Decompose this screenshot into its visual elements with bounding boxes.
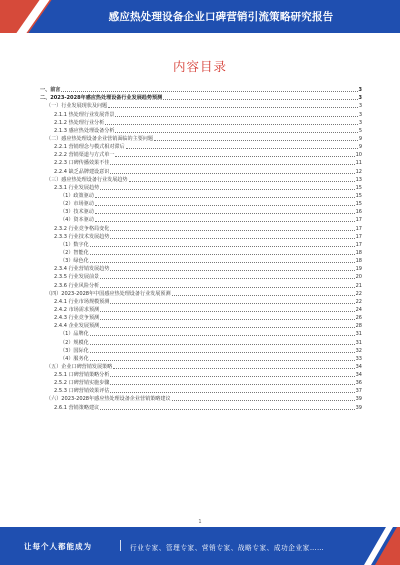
toc-entry-page: 17 (355, 225, 362, 232)
toc-entry[interactable] (40, 167, 362, 175)
toc-entry[interactable] (40, 249, 362, 257)
toc-entry-page: 17 (355, 233, 362, 240)
toc-entry-title: 2.4.4 企业发展预测 (54, 323, 100, 330)
table-of-contents (40, 86, 362, 412)
toc-dot-leader (115, 116, 357, 117)
toc-entry-page: 31 (355, 331, 362, 338)
toc-entry[interactable] (40, 102, 362, 110)
toc-dot-leader (126, 148, 358, 149)
toc-entry[interactable] (40, 387, 362, 395)
toc-entry[interactable] (40, 241, 362, 249)
toc-entry[interactable] (40, 273, 362, 281)
toc-dot-leader (95, 205, 355, 206)
toc-dot-leader (110, 164, 354, 165)
toc-entry-page: 17 (355, 241, 362, 248)
toc-entry-title: 2.1.2 热处理行业分析 (54, 119, 105, 126)
toc-entry-title: （五）企业口碑营销发展策略 (46, 363, 113, 370)
toc-entry-title: 2.4.2 市场需求预测 (54, 306, 100, 313)
toc-entry-page: 3 (358, 87, 362, 94)
toc-entry-page: 3 (358, 119, 362, 126)
toc-entry[interactable] (40, 322, 362, 330)
toc-entry-title: 2.4.3 行业竞争预测 (54, 315, 100, 322)
toc-entry-title: （六）2023-2028年感应热处理设备企业营销策略建议 (46, 396, 171, 403)
toc-entry-page: 3 (358, 111, 362, 118)
toc-entry[interactable] (40, 347, 362, 355)
toc-entry[interactable] (40, 363, 362, 371)
toc-entry-page: 12 (355, 168, 362, 175)
toc-dot-leader (95, 213, 355, 214)
toc-entry[interactable] (40, 127, 362, 135)
toc-entry-page: 3 (358, 103, 362, 110)
toc-entry-title: （二）感应热处理设备企业营销面临的主要问题 (46, 135, 153, 142)
toc-entry-page: 34 (355, 372, 362, 379)
toc-entry-page: 39 (355, 396, 362, 403)
toc-dot-leader (90, 335, 355, 336)
toc-entry-page: 15 (355, 201, 362, 208)
toc-entry-title: 二、2023-2028年感应热处理设备行业发展趋势预测 (40, 95, 163, 102)
toc-dot-leader (129, 181, 355, 182)
toc-entry-page: 26 (355, 315, 362, 322)
toc-entry-page: 31 (355, 339, 362, 346)
toc-entry-title: 一、前言 (40, 87, 61, 94)
toc-entry-page: 18 (355, 249, 362, 256)
toc-dot-leader (172, 400, 355, 401)
toc-entry-page: 15 (355, 192, 362, 199)
toc-entry[interactable] (40, 224, 362, 232)
toc-entry[interactable] (40, 257, 362, 265)
toc-dot-leader (61, 91, 357, 92)
toc-entry[interactable] (40, 119, 362, 127)
toc-dot-leader (100, 319, 354, 320)
toc-entry-page: 39 (355, 404, 362, 411)
toc-dot-leader (95, 221, 355, 222)
toc-dot-leader (110, 270, 354, 271)
toc-entry[interactable] (40, 233, 362, 241)
toc-entry-title: （2）智能化 (60, 249, 89, 256)
toc-entry-page: 15 (355, 184, 362, 191)
toc-dot-leader (105, 124, 358, 125)
toc-entry[interactable] (40, 184, 362, 192)
toc-entry-page: 33 (355, 355, 362, 362)
toc-entry[interactable] (40, 135, 362, 143)
toc-dot-leader (110, 376, 354, 377)
toc-dot-leader (100, 278, 354, 279)
footer-brand-text: 让每个人都能成为 (24, 542, 92, 551)
toc-entry-title: （3）国际化 (60, 347, 89, 354)
toc-entry[interactable] (40, 208, 362, 216)
toc-entry-page: 9 (358, 144, 362, 151)
footer-divider (120, 540, 121, 551)
toc-entry[interactable] (40, 176, 362, 184)
toc-entry-title: （三）感应热处理设备行业发展趋势 (46, 176, 128, 183)
toc-entry[interactable] (40, 338, 362, 346)
toc-entry-title: 2.2.4 缺乏品牌建设意识 (54, 168, 110, 175)
toc-entry-title: （四）2023-2028年中国感应热处理设备行业发展预测 (46, 290, 171, 297)
toc-entry-title: 2.3.1 行业发展趋势 (54, 184, 100, 191)
page-number: 1 (198, 519, 202, 525)
toc-dot-leader (90, 246, 355, 247)
toc-entry-title: （4）服务化 (60, 355, 89, 362)
toc-entry[interactable] (40, 143, 362, 151)
toc-entry-title: 2.1.1 热处理行业发展背景 (54, 111, 115, 118)
toc-entry[interactable] (40, 290, 362, 298)
toc-dot-leader (100, 189, 354, 190)
toc-entry-page: 16 (355, 209, 362, 216)
toc-entry-title: （4）资本驱动 (60, 217, 94, 224)
toc-entry-page: 21 (355, 282, 362, 289)
toc-dot-leader (113, 368, 354, 369)
toc-entry-title: 2.2.1 营销理念与模式相对滞后 (54, 144, 125, 151)
toc-entry-page: 20 (355, 274, 362, 281)
report-header-banner (0, 0, 400, 33)
toc-dot-leader (172, 295, 355, 296)
toc-entry-page: 10 (355, 152, 362, 159)
toc-entry-title: （3）绿色化 (60, 258, 89, 265)
toc-entry[interactable] (40, 371, 362, 379)
toc-dot-leader (110, 384, 354, 385)
toc-entry[interactable] (40, 395, 362, 403)
toc-entry-page: 22 (355, 290, 362, 297)
toc-dot-leader (90, 254, 355, 255)
toc-entry-title: 2.3.2 行业竞争格局变化 (54, 225, 110, 232)
report-title: 感应热处理设备企业口碑营销引流策略研究报告 (108, 11, 334, 23)
toc-dot-leader (108, 107, 358, 108)
toc-entry-title: 2.5.1 口碑营销策略分析 (54, 372, 110, 379)
toc-entry[interactable] (40, 379, 362, 387)
toc-entry-title: （2）规模化 (60, 339, 89, 346)
toc-entry[interactable] (40, 159, 362, 167)
toc-dot-leader (110, 303, 354, 304)
toc-entry-title: 2.3.3 行业技术发展趋势 (54, 233, 110, 240)
toc-dot-leader (110, 238, 354, 239)
toc-dot-leader (110, 392, 354, 393)
toc-dot-leader (110, 173, 354, 174)
toc-dot-leader (163, 99, 357, 100)
toc-entry[interactable] (40, 265, 362, 273)
toc-entry-title: （1）数字化 (60, 241, 89, 248)
toc-dot-leader (95, 197, 355, 198)
toc-entry[interactable] (40, 216, 362, 224)
toc-entry-page: 11 (355, 160, 362, 167)
toc-entry-title: 2.3.4 行业营销发展趋势 (54, 266, 110, 273)
toc-dot-leader (100, 327, 354, 328)
toc-entry[interactable] (40, 86, 362, 94)
toc-entry-title: 2.3.5 行业发展前景 (54, 274, 100, 281)
toc-entry-page: 36 (355, 380, 362, 387)
toc-entry-title: 2.5.3 口碑营销效果评估 (54, 388, 110, 395)
toc-entry-title: 2.5.2 口碑营销实施步骤 (54, 380, 110, 387)
toc-entry[interactable] (40, 192, 362, 200)
toc-entry-page: 28 (355, 323, 362, 330)
toc-entry-title: 2.6.1 营销策略建议 (54, 404, 100, 411)
toc-entry-page: 18 (355, 258, 362, 265)
toc-entry-page: 9 (358, 135, 362, 142)
toc-dot-leader (100, 409, 354, 410)
toc-entry-page: 3 (358, 95, 362, 102)
toc-dot-leader (90, 352, 355, 353)
toc-dot-leader (100, 287, 354, 288)
toc-entry-title: （2）市场驱动 (60, 201, 94, 208)
toc-entry-title: 2.2.2 营销渠道与方式单一 (54, 152, 115, 159)
toc-entry-page: 17 (355, 217, 362, 224)
toc-entry-title: 2.4.1 行业市场规模预测 (54, 298, 110, 305)
toc-entry[interactable] (40, 403, 362, 411)
toc-entry-title: （1）政策驱动 (60, 192, 94, 199)
toc-dot-leader (100, 311, 354, 312)
toc-entry[interactable] (40, 355, 362, 363)
toc-entry-page: 13 (355, 176, 362, 183)
toc-entry[interactable] (40, 281, 362, 289)
toc-entry-page: 19 (355, 266, 362, 273)
toc-entry-title: 2.2.3 口碑传播效果不佳 (54, 160, 110, 167)
toc-entry-title: （1）品牌化 (60, 331, 89, 338)
toc-entry-page: 32 (355, 347, 362, 354)
toc-heading: 内容目录 (172, 59, 227, 74)
toc-entry-page: 22 (355, 298, 362, 305)
toc-entry-page: 5 (358, 127, 362, 134)
toc-entry[interactable] (40, 94, 362, 102)
toc-entry[interactable] (40, 151, 362, 159)
toc-entry-title: （一）行业发展现状及问题 (46, 103, 108, 110)
toc-dot-leader (90, 344, 355, 345)
toc-entry[interactable] (40, 330, 362, 338)
toc-entry[interactable] (40, 306, 362, 314)
toc-dot-leader (110, 230, 354, 231)
toc-entry-page: 37 (355, 388, 362, 395)
toc-entry-page: 24 (355, 306, 362, 313)
toc-entry-title: 2.1.3 感应热处理设备分析 (54, 127, 115, 134)
footer-banner (0, 527, 400, 565)
toc-dot-leader (90, 262, 355, 263)
toc-dot-leader (115, 156, 354, 157)
toc-entry-title: （3）技术驱动 (60, 209, 94, 216)
toc-entry-title: 2.3.6 行业风险分析 (54, 282, 100, 289)
toc-entry-page: 34 (355, 363, 362, 370)
toc-entry[interactable] (40, 314, 362, 322)
toc-entry[interactable] (40, 200, 362, 208)
toc-dot-leader (154, 140, 358, 141)
toc-dot-leader (115, 132, 357, 133)
toc-dot-leader (90, 360, 355, 361)
footer-roles-text: 行业专家、管理专家、营销专家、战略专家、成功企业家…… (130, 544, 325, 552)
toc-entry[interactable] (40, 298, 362, 306)
toc-entry[interactable] (40, 110, 362, 118)
